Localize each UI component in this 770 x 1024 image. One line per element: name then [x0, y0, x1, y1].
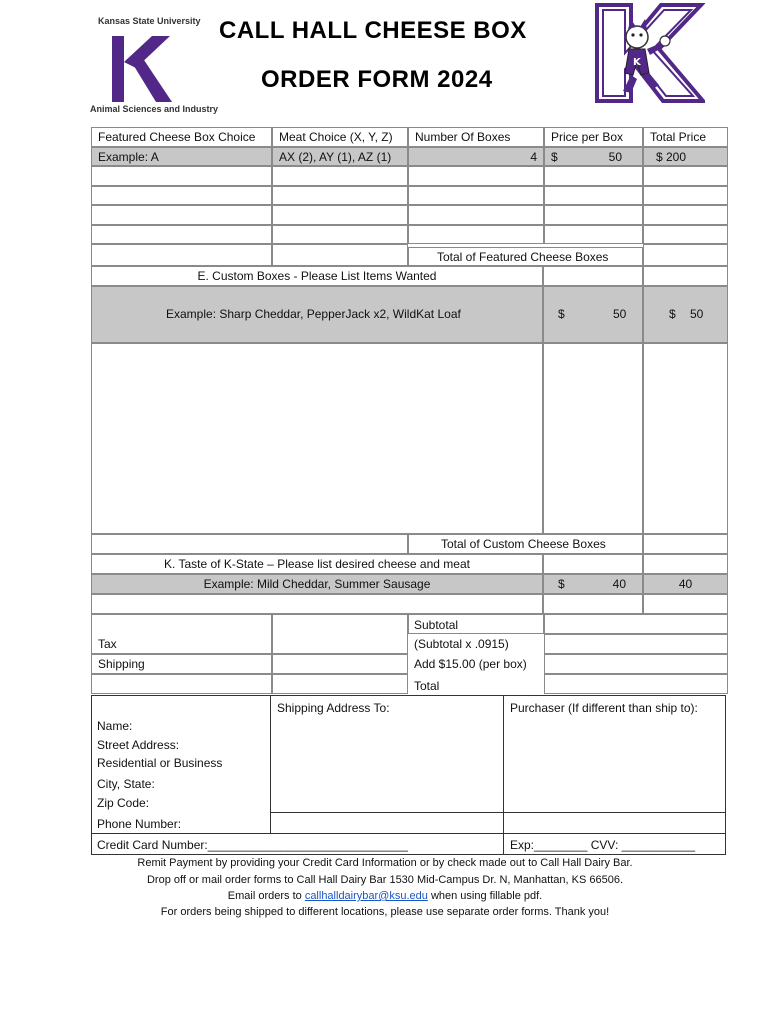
- svg-text:K: K: [633, 57, 641, 68]
- featured-row4-choice[interactable]: [91, 225, 272, 244]
- featured-row1-total[interactable]: [643, 166, 728, 186]
- header-featured-choice: Featured Cheese Box Choice: [91, 127, 272, 147]
- featured-row2-meat[interactable]: [272, 186, 408, 205]
- featured-row1-price[interactable]: [544, 166, 643, 186]
- featured-row3-price[interactable]: [544, 205, 643, 225]
- featured-row2-price[interactable]: [544, 186, 643, 205]
- phone-number-label: Phone Number:: [97, 817, 182, 831]
- tax-blank: [272, 614, 408, 654]
- city-state-label: City, State:: [97, 777, 155, 791]
- email-link[interactable]: callhalldairybar@ksu.edu: [304, 890, 428, 902]
- taste-example-total: 40: [643, 574, 728, 594]
- ksu-logo: [90, 14, 219, 118]
- tax-label: Tax: [91, 614, 272, 654]
- tax-value[interactable]: [544, 634, 728, 654]
- tax-formula: (Subtotal x .0915): [414, 637, 509, 651]
- shipping-blank: [272, 654, 408, 674]
- featured-total-label: Total of Featured Cheese Boxes: [408, 247, 643, 266]
- taste-header: K. Taste of K-State – Please list desired cheese and meat: [91, 554, 543, 574]
- featured-row3-total[interactable]: [643, 205, 728, 225]
- ship-to-label: Shipping Address To:: [277, 701, 390, 715]
- total-row-left: [91, 674, 272, 694]
- zip-code-label: Zip Code:: [97, 796, 150, 810]
- taste-price-symbol: $: [558, 577, 565, 591]
- card-row-divider: [91, 833, 726, 834]
- taste-example-items: Example: Mild Cheddar, Summer Sausage: [91, 574, 543, 594]
- featured-row4-price[interactable]: [544, 225, 643, 244]
- featured-row5-meat[interactable]: [272, 244, 408, 266]
- featured-row3-choice[interactable]: [91, 205, 272, 225]
- custom-total-area[interactable]: [643, 343, 728, 534]
- header-price-per-box: Price per Box: [544, 127, 643, 147]
- example-boxes: 4: [408, 147, 544, 166]
- footer-line1: Remit Payment by providing your Credit Card Information or by check made out to Call Hall Dairy Bar.: [137, 857, 633, 869]
- header-meat-choice: Meat Choice (X, Y, Z): [272, 127, 408, 147]
- custom-price-area[interactable]: [543, 343, 643, 534]
- taste-example-price: [543, 574, 643, 594]
- residential-business-label: Residential or Business: [97, 756, 223, 770]
- total-row-mid: [272, 674, 408, 694]
- custom-example-total-symbol: $: [669, 307, 676, 321]
- custom-total-row-left: [91, 534, 408, 554]
- name-label: Name:: [97, 719, 133, 733]
- custom-total-value[interactable]: [643, 534, 728, 554]
- featured-total-value[interactable]: [643, 244, 728, 266]
- footer-line4: For orders being shipped to different locations, please use separate order forms. Thank you!: [160, 906, 610, 918]
- ship-to-field[interactable]: [272, 716, 502, 811]
- total-value[interactable]: [544, 674, 728, 694]
- custom-header-total: [643, 266, 728, 286]
- custom-total-label: Total of Custom Cheese Boxes: [408, 534, 643, 554]
- footer-line3: [0, 888, 770, 904]
- taste-header-price: [543, 554, 643, 574]
- featured-row3-meat[interactable]: [272, 205, 408, 225]
- featured-row4-total[interactable]: [643, 225, 728, 244]
- subtotal-value[interactable]: [544, 614, 728, 634]
- purchaser-label: Purchaser (If different than ship to):: [510, 701, 698, 715]
- featured-row1-boxes[interactable]: [408, 166, 544, 186]
- taste-row-total[interactable]: [643, 594, 728, 614]
- custom-items-area[interactable]: [91, 343, 543, 534]
- featured-row1-choice[interactable]: [91, 166, 272, 186]
- credit-card-label: Credit Card Number:______________________________: [97, 838, 408, 852]
- ksu-k-icon: [112, 36, 172, 102]
- footer-email-post: when using fillable pdf.: [430, 890, 543, 902]
- custom-example-text: Example: Sharp Cheddar, PepperJack x2, WildKat Loaf: [166, 307, 461, 321]
- custom-example-price: 50: [613, 307, 627, 321]
- taste-row-items[interactable]: [91, 594, 543, 614]
- example-meat: AX (2), AY (1), AZ (1): [272, 147, 408, 166]
- example-choice: Example: A: [91, 147, 272, 166]
- featured-row2-boxes[interactable]: [408, 186, 544, 205]
- form-title-line1: CALL HALL CHEESE BOX: [219, 17, 527, 44]
- footer-email-pre: Email orders to: [227, 890, 302, 902]
- form-title-line2: ORDER FORM 2024: [261, 66, 493, 93]
- logo-department-text: Animal Sciences and Industry: [90, 104, 219, 114]
- taste-header-total: [643, 554, 728, 574]
- exp-cvv-label: Exp:________ CVV: ___________: [510, 838, 696, 852]
- featured-row1-meat[interactable]: [272, 166, 408, 186]
- taste-price-value: 40: [612, 577, 626, 591]
- shipping-value[interactable]: [544, 654, 728, 674]
- featured-row4-meat[interactable]: [272, 225, 408, 244]
- header-number-of-boxes: Number Of Boxes: [408, 127, 544, 147]
- subtotal-label: Subtotal: [414, 618, 459, 632]
- example-price: [544, 147, 643, 166]
- custom-example-total-cell: [643, 286, 728, 343]
- featured-row2-total[interactable]: [643, 186, 728, 205]
- taste-row-price[interactable]: [543, 594, 643, 614]
- header-total-price: Total Price: [643, 127, 728, 147]
- street-address-label: Street Address:: [97, 738, 180, 752]
- custom-header-price: [543, 266, 643, 286]
- price-value: 50: [608, 150, 622, 164]
- wildcat-k-logo-icon: [595, 3, 705, 103]
- featured-row2-choice[interactable]: [91, 186, 272, 205]
- featured-row4-boxes[interactable]: [408, 225, 544, 244]
- featured-row5-choice[interactable]: [91, 244, 272, 266]
- footer-line2: Drop off or mail order forms to Call Hall Dairy Bar 1530 Mid-Campus Dr. N, Manhattan, KS 66506.: [146, 874, 624, 886]
- shipping-formula: Add $15.00 (per box): [414, 657, 527, 671]
- purchaser-field[interactable]: [505, 716, 725, 811]
- custom-example-total: 50: [690, 307, 704, 321]
- custom-header: E. Custom Boxes - Please List Items Wanted: [91, 266, 543, 286]
- shipping-label: Shipping: [91, 654, 272, 674]
- logo-university-text: Kansas State University: [98, 16, 201, 26]
- example-total: $ 200: [643, 147, 728, 166]
- phone-row-divider: [270, 812, 726, 813]
- price-currency-symbol: $: [551, 150, 558, 164]
- total-label: Total: [414, 679, 440, 693]
- featured-row3-boxes[interactable]: [408, 205, 544, 225]
- custom-example-price-symbol: $: [558, 307, 565, 321]
